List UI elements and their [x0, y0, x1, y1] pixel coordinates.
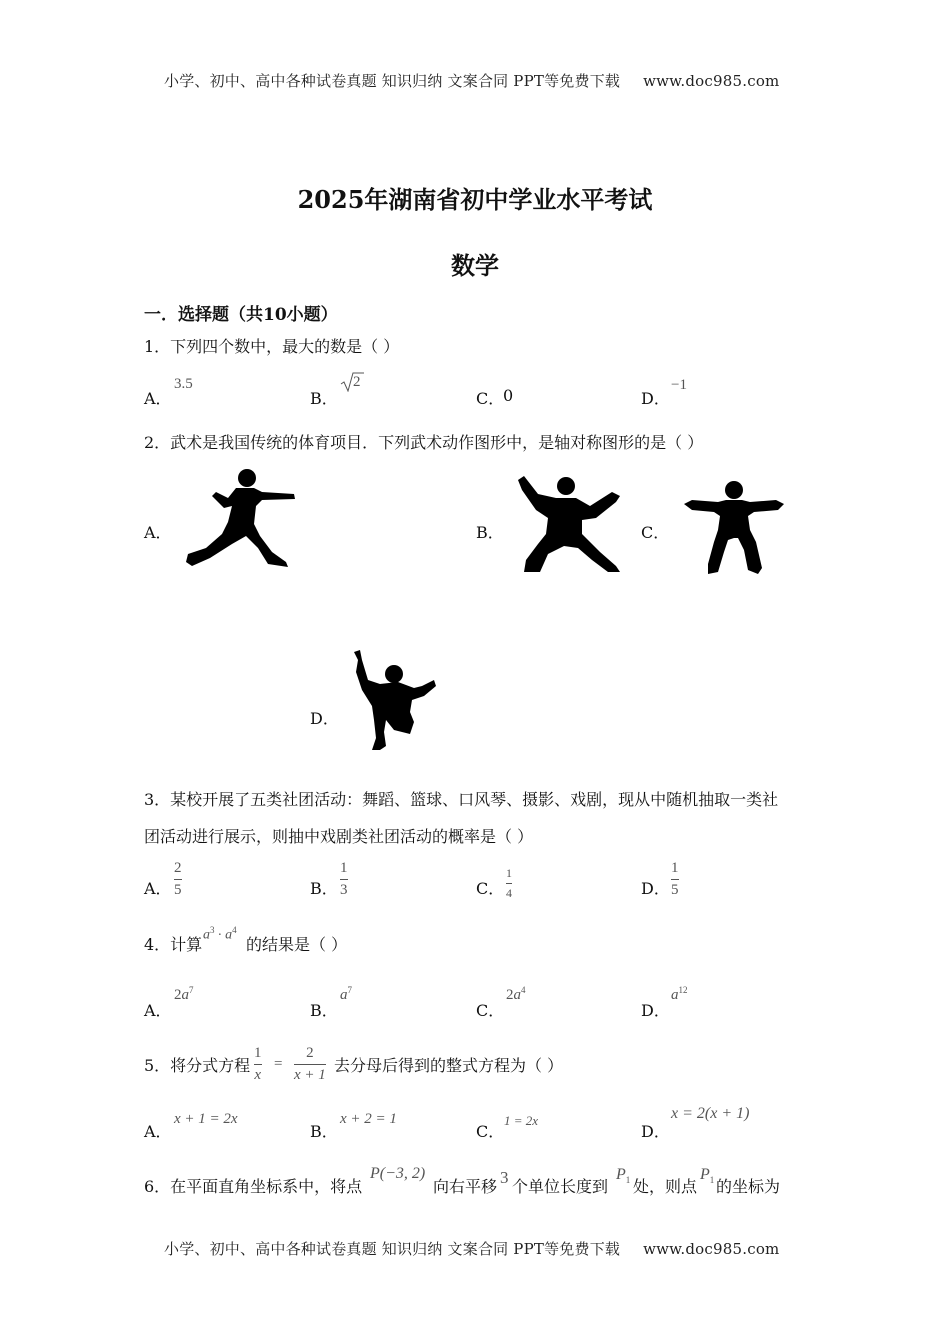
q2-option-a-label: A． [144, 523, 172, 542]
q4-option-c-value [506, 985, 526, 1004]
q1-option-c-label: C． [476, 389, 505, 408]
q1-option-d-label: D． [641, 389, 670, 408]
q5-equals-sign: = [274, 1056, 283, 1072]
q4-option-b-label: B． [310, 1001, 338, 1020]
question-3-line1: 3．某校开展了五类社团活动：舞蹈、篮球、口风琴、摄影、戏剧，现从中随机抽取一类社 [144, 790, 779, 809]
q5-lhs-fraction [254, 1045, 262, 1084]
q3-option-b-fraction [340, 860, 348, 899]
point-name: P [616, 1166, 626, 1183]
q4-option-c-label: C． [476, 1001, 505, 1020]
q3-option-c-fraction [506, 866, 512, 901]
base: a [181, 987, 189, 1003]
denominator: 3 [340, 882, 348, 898]
q6-shift-amount: 3 [500, 1168, 509, 1187]
point-subscript: 1 [625, 1175, 631, 1186]
exponent: 4 [232, 925, 237, 935]
question-4-suffix: 的结果是（ ） [246, 935, 348, 954]
q2-option-c-label: C． [641, 523, 670, 542]
q5-option-a-value: x + 1 = 2x [174, 1111, 238, 1127]
base: a [513, 987, 521, 1003]
base: a [203, 927, 210, 943]
q5-option-d-label: D． [641, 1122, 670, 1141]
martial-arts-figure-d [350, 650, 438, 752]
q5-option-b-value: x + 2 = 1 [340, 1111, 397, 1127]
point-subscript: 1 [709, 1175, 715, 1186]
coefficient: 2 [174, 987, 182, 1003]
question-5-suffix: 去分母后得到的整式方程为（ ） [334, 1056, 564, 1075]
question-1-stem: 1．下列四个数中，最大的数是（ ） [144, 337, 400, 356]
doc-subject: 数学 [451, 251, 499, 280]
q5-rhs-fraction [294, 1045, 326, 1084]
dot-operator: · [217, 927, 223, 943]
question-6-part5: 的坐标为 [716, 1177, 781, 1196]
question-3-line2: 团活动进行展示，则抽中戏剧类社团活动的概率是（ ） [144, 827, 534, 846]
exponent: 7 [189, 985, 194, 995]
q6-target-point [616, 1166, 630, 1185]
q5-option-c-value: 1 = 2x [504, 1113, 539, 1128]
q4-option-d-value [671, 985, 688, 1004]
footer-tagline: 小学、初中、高中各种试卷真题 知识归纳 文案合同 PPT等免费下载 [164, 1240, 621, 1258]
q2-option-d-label: D． [310, 709, 339, 728]
q5-option-b-label: B． [310, 1122, 338, 1141]
coefficient: 2 [506, 987, 514, 1003]
q3-option-b-label: B． [310, 879, 338, 898]
q3-option-a-label: A． [144, 879, 172, 898]
base: a [340, 987, 348, 1003]
q4-option-a-value [174, 985, 194, 1004]
section-heading: 一．选择题（共10小题） [144, 305, 338, 325]
exponent: 4 [521, 985, 526, 995]
numerator: 2 [174, 860, 182, 876]
q4-expression [203, 925, 237, 944]
header-tagline: 小学、初中、高中各种试卷真题 知识归纳 文案合同 PPT等免费下载 [164, 72, 621, 90]
question-5-prefix: 5．将分式方程 [144, 1056, 251, 1075]
q1-option-a-label: A． [144, 389, 172, 408]
sqrt-radicand: 2 [353, 374, 361, 390]
header-site[interactable]: www.doc985.com [643, 72, 780, 90]
question-6-part3: 个单位长度到 [512, 1177, 609, 1196]
q5-option-d-value: x = 2(x + 1) [671, 1105, 750, 1122]
q6-target-point-repeat [700, 1166, 714, 1185]
numerator: 2 [306, 1045, 314, 1061]
question-2-stem: 2．武术是我国传统的体育项目．下列武术动作图形中，是轴对称图形的是（ ） [144, 433, 704, 452]
denominator: x [254, 1067, 262, 1083]
q1-option-d-value: −1 [671, 377, 687, 393]
q1-option-a-value: 3.5 [174, 376, 193, 392]
q3-option-d-label: D． [641, 879, 670, 898]
q4-option-b-value [340, 985, 352, 1004]
denominator: 5 [174, 882, 182, 898]
base: a [225, 927, 233, 943]
q5-option-c-label: C． [476, 1122, 505, 1141]
martial-arts-figure-a [184, 466, 298, 570]
q3-option-a-fraction [174, 860, 182, 899]
q1-option-c-value: 0 [503, 386, 514, 405]
header-text [164, 70, 779, 91]
exponent: 12 [678, 985, 688, 995]
base: a [671, 987, 679, 1003]
martial-arts-figure-b [516, 474, 622, 574]
question-6-part2: 向右平移 [433, 1177, 498, 1196]
doc-title: 2025年湖南省初中学业水平考试 [297, 185, 653, 214]
martial-arts-figure-c [682, 478, 786, 576]
q6-point-p: P(−3, 2) [370, 1165, 426, 1182]
exponent: 7 [347, 985, 352, 995]
question-6-part4: 处，则点 [633, 1177, 698, 1196]
numerator: 1 [254, 1045, 262, 1061]
denominator: 5 [671, 882, 679, 898]
numerator: 1 [671, 860, 679, 876]
denominator: 4 [506, 886, 512, 900]
q2-option-b-label: B． [476, 523, 504, 542]
q3-option-c-label: C． [476, 879, 505, 898]
numerator: 1 [340, 860, 348, 876]
q5-option-a-label: A． [144, 1122, 172, 1141]
footer-text [164, 1238, 779, 1259]
q4-option-d-label: D． [641, 1001, 670, 1020]
q4-option-a-label: A． [144, 1001, 172, 1020]
exponent: 3 [210, 925, 215, 935]
q1-option-b-label: B． [310, 389, 338, 408]
question-4-prefix: 4．计算 [144, 935, 203, 954]
q3-option-d-fraction [671, 860, 679, 899]
question-6-part1: 6．在平面直角坐标系中，将点 [144, 1177, 363, 1196]
denominator: x + 1 [294, 1067, 326, 1083]
footer-site[interactable]: www.doc985.com [643, 1240, 780, 1258]
point-name: P [700, 1166, 710, 1183]
numerator: 1 [506, 866, 512, 880]
